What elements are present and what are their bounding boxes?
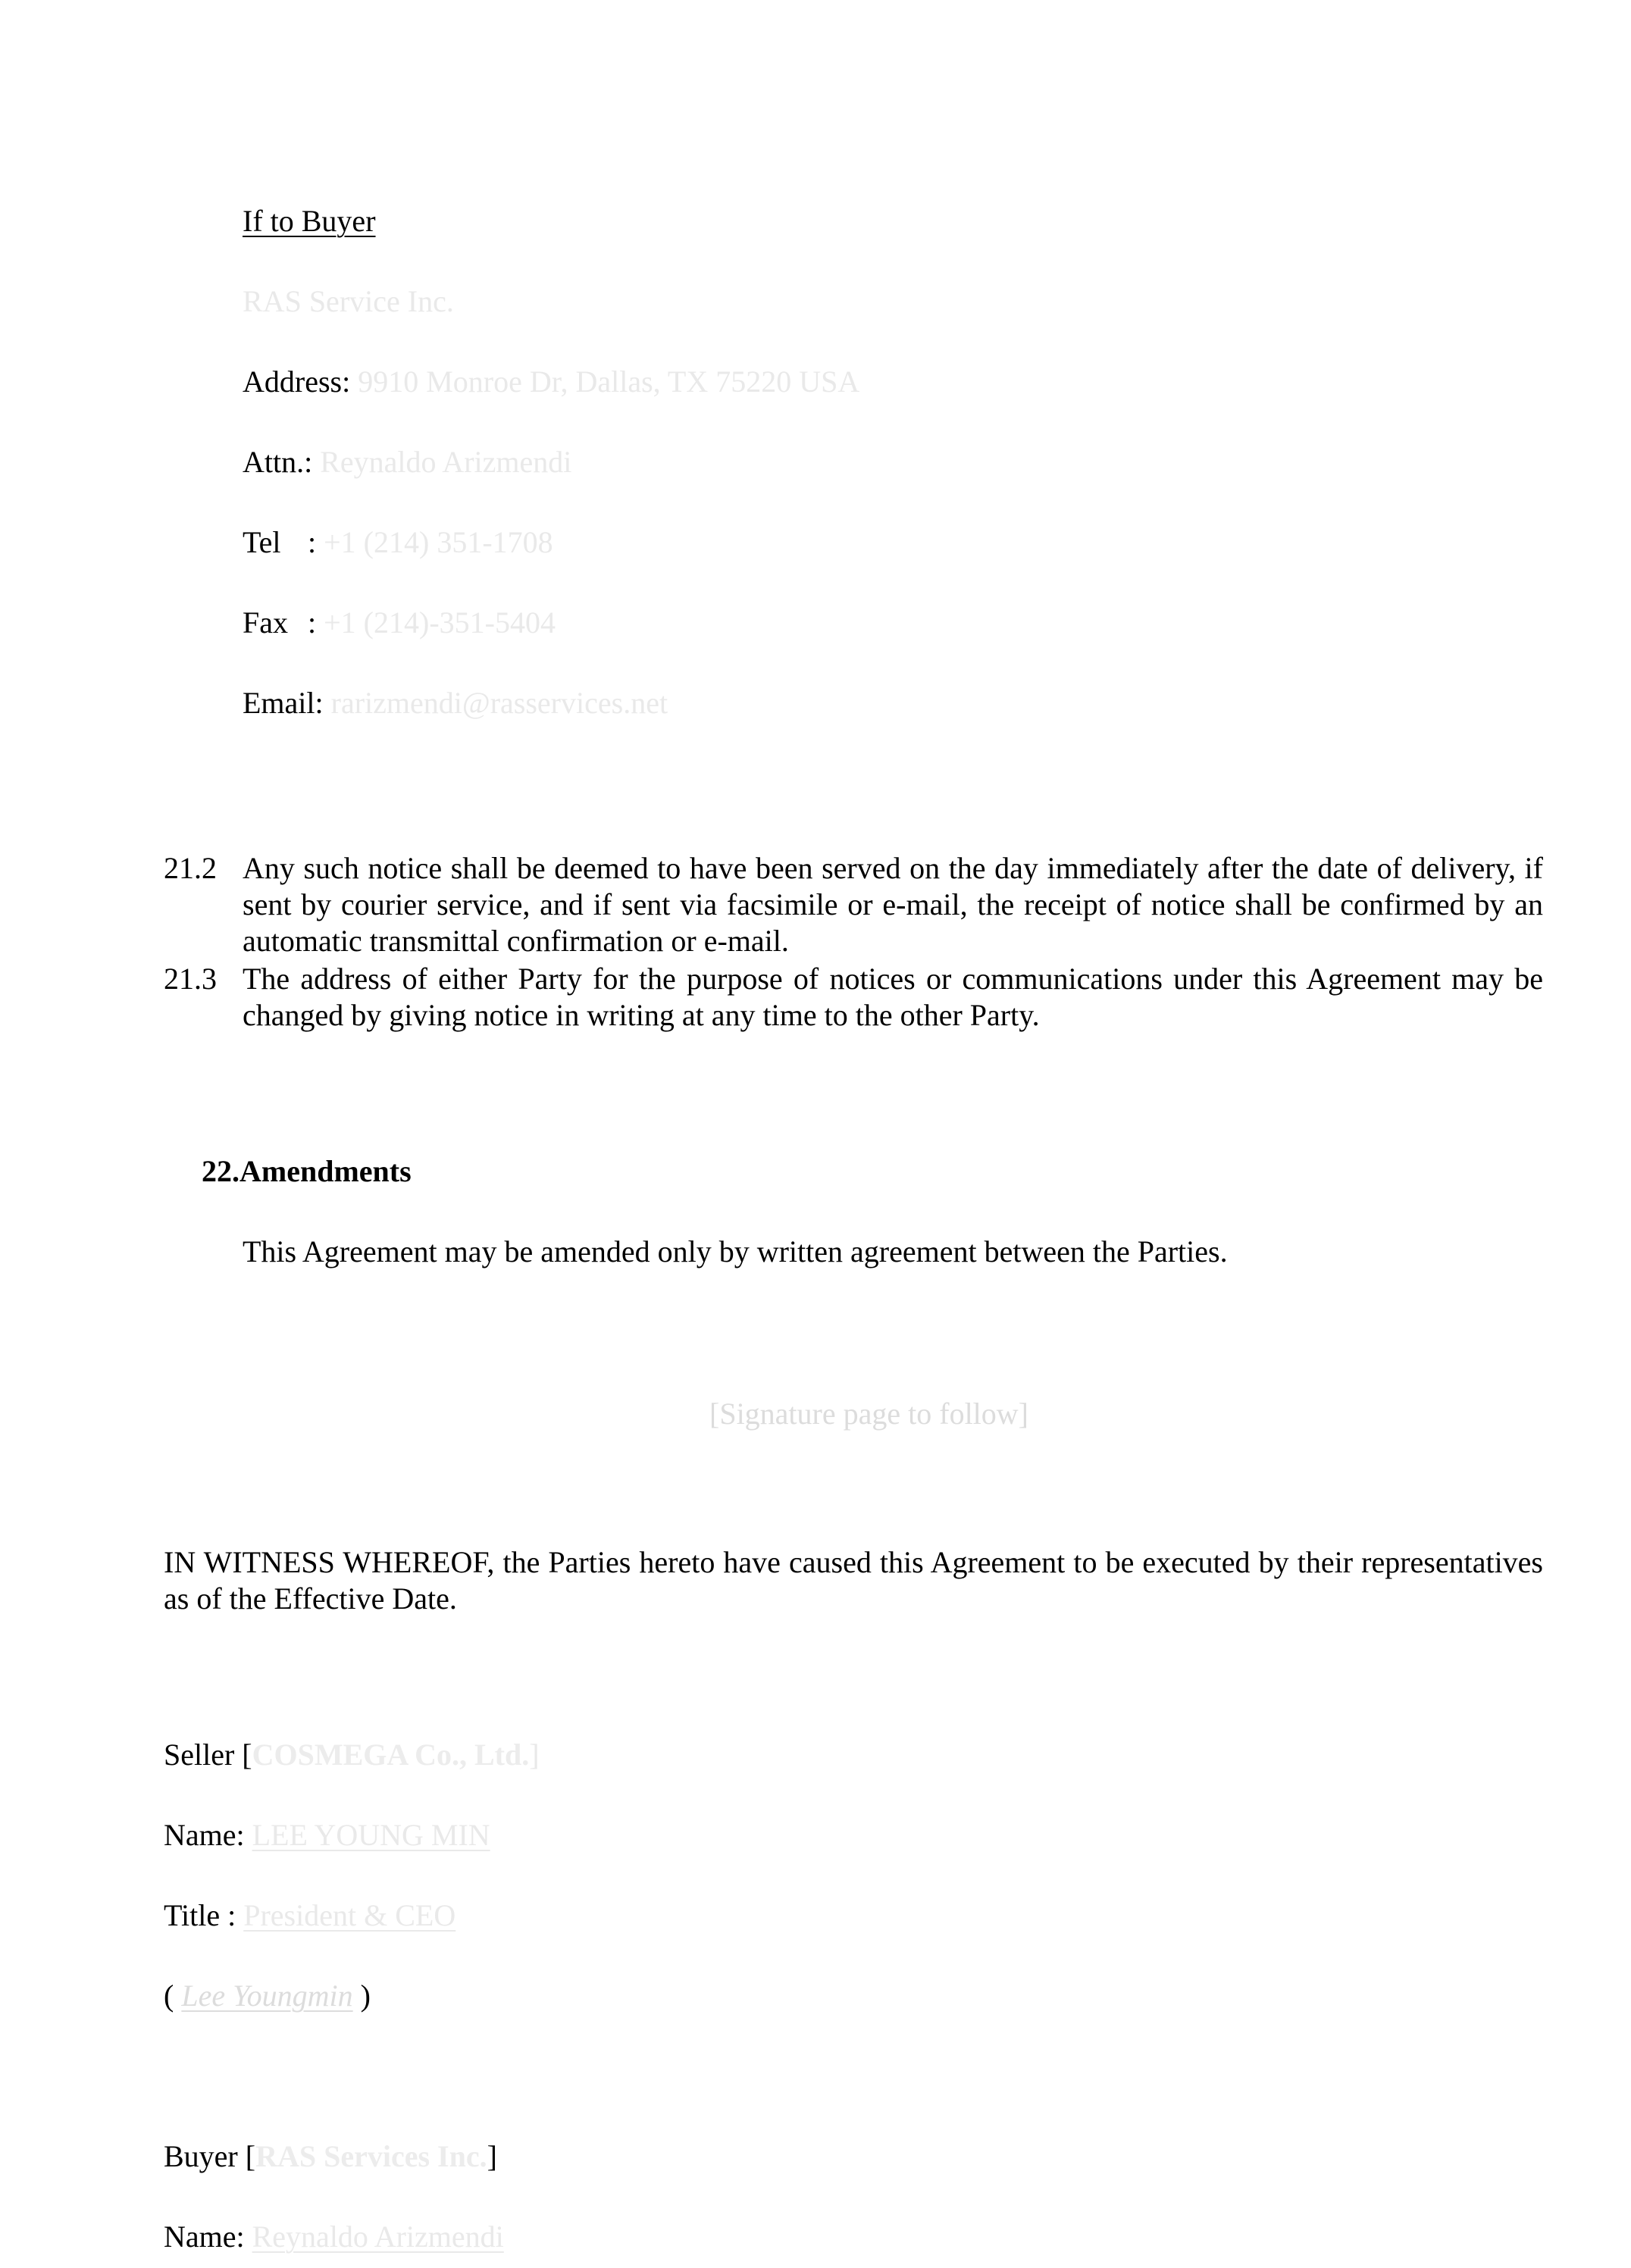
- buyer-name-value: Reynaldo Arizmendi: [252, 2220, 504, 2254]
- buyer-notice-company: RAS Service Inc.: [243, 284, 454, 318]
- seller-name-value: LEE YOUNG MIN: [252, 1818, 490, 1852]
- signature-open-paren: (: [164, 1979, 174, 2013]
- clause-number: 21.3: [164, 962, 217, 996]
- buyer-name-label: Name:: [164, 2220, 245, 2254]
- clause-text: Any such notice shall be deemed to have been served on the day immediately after the date of delivery, if sent by courier service, and if sent via facsimile or e-mail, the receipt of notice shall be confirmed by an automatic transmittal confirmation or e-mail.: [243, 851, 1543, 958]
- address-label: Address:: [243, 364, 351, 399]
- witness-statement: IN WITNESS WHEREOF, the Parties hereto have caused this Agreement to be executed by their representatives as of the Effective Date.: [164, 1545, 1543, 1616]
- buyer-notice-heading: If to Buyer: [243, 204, 376, 238]
- signature-close-paren: ): [360, 1979, 371, 2013]
- attn-value: Reynaldo Arizmendi: [320, 445, 572, 479]
- clause-text: The address of either Party for the purpose of notices or communications under this Agreement may be changed by giving notice in writing at any time to the other Party.: [243, 962, 1543, 1032]
- email-label: Email:: [243, 686, 324, 720]
- seller-company: COSMEGA Co., Ltd.: [252, 1738, 530, 1772]
- fax-value: +1 (214)-351-5404: [324, 605, 556, 640]
- amendments-title: Amendments: [239, 1154, 412, 1188]
- seller-bracket-close: ]: [529, 1738, 540, 1772]
- seller-title-label: Title :: [164, 1898, 236, 1932]
- clause-number: 21.2: [164, 851, 217, 885]
- signature-page-note: [Signature page to follow]: [709, 1397, 1028, 1431]
- address-value: 9910 Monroe Dr, Dallas, TX 75220 USA: [358, 364, 860, 399]
- buyer-row: [164, 2138, 497, 2175]
- buyer-bracket-close: ]: [487, 2139, 497, 2173]
- seller-label: Seller [: [164, 1738, 252, 1772]
- tel-label: Tel: [243, 525, 281, 559]
- buyer-name-row: [164, 2219, 504, 2255]
- seller-name-label: Name:: [164, 1818, 245, 1852]
- amendments-heading: [202, 1153, 412, 1190]
- buyer-label: Buyer [: [164, 2139, 256, 2173]
- buyer-company: RAS Services Inc.: [255, 2139, 487, 2173]
- buyer-address-row: [243, 364, 859, 400]
- buyer-tel-row: [243, 524, 553, 561]
- tel-colon: :: [308, 525, 317, 559]
- attn-label: Attn.:: [243, 445, 313, 479]
- seller-row: [164, 1737, 540, 1773]
- amendments-number: 22.: [202, 1154, 239, 1188]
- tel-value: +1 (214) 351-1708: [324, 525, 553, 559]
- seller-signature-row: [164, 1978, 371, 2014]
- seller-signature: Lee Youngmin: [181, 1979, 353, 2013]
- email-value: rarizmendi@rasservices.net: [330, 686, 668, 720]
- buyer-fax-row: [243, 605, 556, 641]
- fax-colon: :: [308, 605, 317, 640]
- buyer-attn-row: [243, 444, 571, 480]
- fax-label: Fax: [243, 605, 288, 640]
- buyer-email-row: [243, 685, 668, 721]
- amendments-body: This Agreement may be amended only by written agreement between the Parties.: [243, 1234, 1228, 1269]
- seller-name-row: [164, 1817, 490, 1854]
- seller-title-row: [164, 1897, 455, 1934]
- seller-title-value: President & CEO: [243, 1898, 456, 1932]
